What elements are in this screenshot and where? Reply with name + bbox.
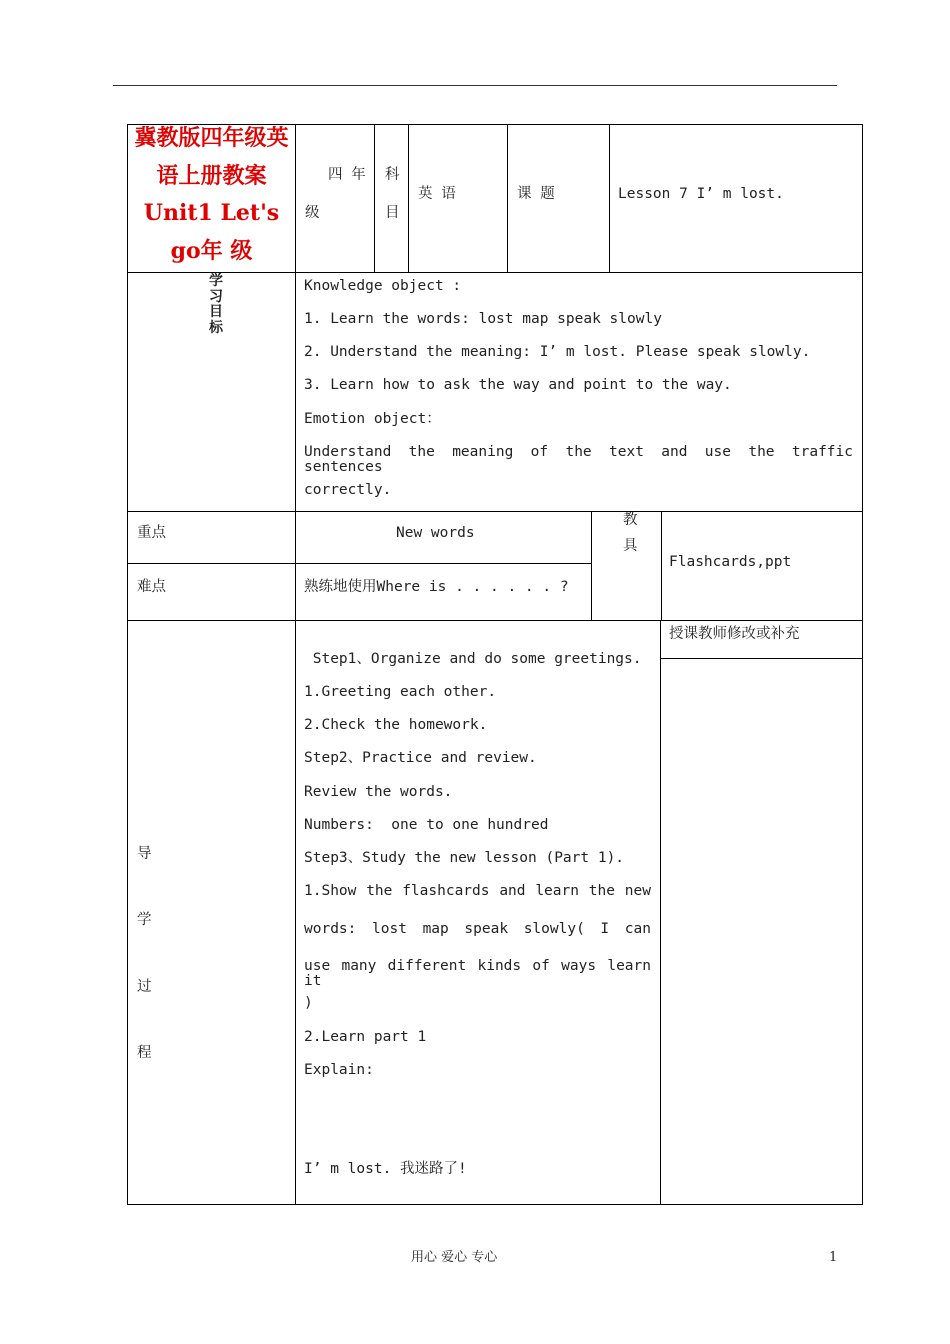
process-line: Review the words. — [304, 784, 453, 800]
table-column-line — [374, 124, 375, 273]
process-label-char: 学 — [137, 912, 152, 928]
process-label-char: 程 — [137, 1045, 152, 1061]
process-line: I’ m lost. 我迷路了! — [304, 1161, 467, 1177]
objective-line: Emotion object： — [304, 411, 441, 427]
process-line: Step1、Organize and do some greetings. — [304, 651, 642, 667]
table-divider — [127, 563, 591, 564]
key-point-value: New words — [396, 525, 475, 541]
table-divider — [127, 511, 863, 512]
process-line: 1.Show the flashcards and learn the new — [304, 883, 651, 899]
table-column-line — [408, 124, 409, 273]
table-border-bottom — [127, 1204, 863, 1205]
process-line: Numbers: one to one hundred — [304, 817, 549, 833]
table-column-line — [507, 124, 508, 273]
teacher-notes-label: 授课教师修改或补充 — [669, 626, 800, 642]
process-line: words: lost map speak slowly( I can — [304, 921, 651, 937]
objective-line: Knowledge object : — [304, 278, 462, 294]
difficult-point-label: 难点 — [137, 579, 166, 595]
table-column-line — [609, 124, 610, 273]
subject-label: 科 — [385, 167, 400, 183]
process-label-char: 过 — [137, 979, 152, 995]
table-column-line — [660, 620, 661, 1205]
difficult-point-value: 熟练地使用Where is . . . . . . ? — [304, 579, 569, 595]
table-divider — [660, 658, 863, 659]
process-line: use many different kinds of ways learn it — [304, 958, 651, 989]
objective-line: Understand the meaning of the text and use the traffic sentences — [304, 444, 853, 475]
table-column-line — [591, 511, 592, 621]
process-line: 2.Learn part 1 — [304, 1029, 427, 1045]
table-border-right — [862, 124, 863, 1205]
topic-label: 课 题 — [517, 186, 555, 202]
table-divider — [127, 272, 863, 273]
process-line: 1.Greeting each other. — [304, 684, 497, 700]
document-title: 冀教版四年级英语上册教案 Unit1 Let's go年 级 — [134, 125, 289, 264]
teaching-aids-label-cont: 具 — [623, 538, 638, 554]
topic-value: Lesson 7 I’ m lost. — [618, 186, 784, 202]
objective-line: 1. Learn the words: lost map speak slowly — [304, 311, 662, 327]
process-label-char: 导 — [137, 846, 152, 862]
process-line: 2.Check the homework. — [304, 717, 488, 733]
subject-label-cont: 目 — [385, 205, 400, 221]
process-line: Step3、Study the new lesson (Part 1). — [304, 850, 625, 866]
subject-value: 英 语 — [418, 186, 456, 202]
table-divider — [127, 620, 863, 621]
footer-motto: 用心 爱心 专心 — [411, 1250, 498, 1265]
process-line: Explain: — [304, 1062, 374, 1078]
key-point-label: 重点 — [137, 525, 166, 541]
table-border-left — [127, 124, 128, 1205]
page-number: 1 — [829, 1250, 838, 1265]
table-column-line — [295, 124, 296, 1205]
objective-line: correctly. — [304, 482, 392, 498]
objective-line: 2. Understand the meaning: I’ m lost. Please speak slowly. — [304, 344, 811, 360]
objective-line: 3. Learn how to ask the way and point to the way. — [304, 377, 732, 393]
table-column-line — [661, 511, 662, 621]
grade-value-cont: 级 — [305, 205, 320, 221]
teaching-aids-value: Flashcards,ppt — [669, 554, 792, 570]
objectives-label: 学习目标 — [209, 273, 223, 336]
teaching-aids-label: 教 — [623, 512, 638, 528]
header-rule — [113, 85, 837, 86]
process-line: ) — [304, 995, 313, 1011]
process-line: Step2、Practice and review. — [304, 750, 537, 766]
grade-value: 四 年 — [328, 167, 366, 183]
